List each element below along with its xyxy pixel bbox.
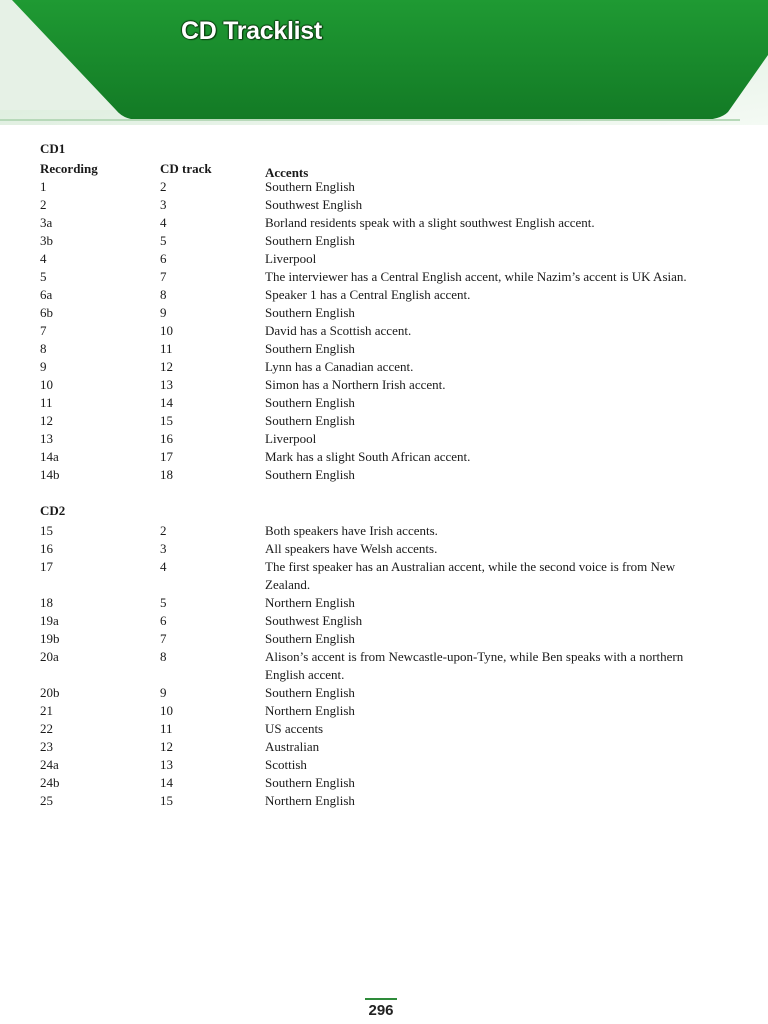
table-row: [40, 412, 740, 430]
accent-cell: The first speaker has an Australian accent, while the second voice is from New Zealand.: [265, 559, 676, 592]
accent-cell: All speakers have Welsh accents.: [265, 541, 438, 556]
accent-cell: Northern English: [265, 595, 355, 610]
track-cell: 11: [160, 721, 173, 736]
recording-cell: 12: [40, 413, 53, 428]
track-cell: 13: [160, 377, 173, 392]
accent-cell: Southwest English: [265, 197, 363, 212]
banner-graphic: [0, 0, 768, 135]
recording-cell: 20a: [40, 649, 59, 664]
recording-cell: 4: [40, 251, 47, 266]
accent-cell: Scottish: [265, 757, 307, 772]
track-cell: 12: [160, 739, 173, 754]
cd1-rows: [40, 178, 740, 484]
table-row: [40, 376, 740, 394]
table-row: [40, 178, 740, 196]
recording-cell: 7: [40, 323, 47, 338]
cd1-label: CD1: [40, 141, 66, 156]
track-cell: 9: [160, 305, 167, 320]
track-cell: 18: [160, 467, 173, 482]
recording-cell: 5: [40, 269, 47, 284]
table-row: [40, 594, 740, 612]
accent-cell: Southern English: [265, 775, 355, 790]
accent-cell: Liverpool: [265, 431, 317, 446]
table-row: [40, 466, 740, 484]
accent-cell: Southwest English: [265, 613, 363, 628]
cd2-label: CD2: [40, 503, 66, 518]
recording-cell: 24a: [40, 757, 59, 772]
track-cell: 15: [160, 413, 173, 428]
recording-cell: 9: [40, 359, 47, 374]
table-row: [40, 340, 740, 358]
table-row: [40, 430, 740, 448]
table-row: [40, 702, 740, 720]
table-row: [40, 448, 740, 466]
table-row: [40, 304, 740, 322]
table-row: [40, 522, 740, 540]
track-cell: 17: [160, 449, 173, 464]
accent-cell: Australian: [265, 739, 320, 754]
recording-cell: 20b: [40, 685, 60, 700]
track-cell: 10: [160, 703, 173, 718]
table-row: [40, 358, 740, 376]
recording-cell: 10: [40, 377, 53, 392]
recording-cell: 11: [40, 395, 53, 410]
track-cell: 16: [160, 431, 173, 446]
table-row: [40, 630, 740, 648]
accent-cell: Southern English: [265, 685, 355, 700]
header-accents: Accents: [265, 165, 309, 180]
track-cell: 14: [160, 395, 173, 410]
track-cell: 13: [160, 757, 173, 772]
table-row: [40, 394, 740, 412]
recording-cell: 6a: [40, 287, 53, 302]
table-row: [40, 558, 740, 594]
table-row: [40, 540, 740, 558]
accent-cell: Borland residents speak with a slight southwest English accent.: [265, 215, 595, 230]
recording-cell: 1: [40, 179, 47, 194]
track-cell: 15: [160, 793, 173, 808]
cd2-section: [40, 502, 740, 810]
table-row: [40, 268, 740, 286]
recording-cell: 16: [40, 541, 53, 556]
track-cell: 2: [160, 523, 167, 538]
table-row: [40, 612, 740, 630]
track-cell: 3: [160, 197, 167, 212]
recording-cell: 24b: [40, 775, 60, 790]
table-row: [40, 196, 740, 214]
table-row: [40, 792, 740, 810]
accent-cell: Southern English: [265, 631, 355, 646]
recording-cell: 6b: [40, 305, 53, 320]
tracklist-header: [40, 160, 740, 178]
recording-cell: 23: [40, 739, 53, 754]
table-row: [40, 286, 740, 304]
table-row: [40, 684, 740, 702]
track-cell: 4: [160, 559, 167, 574]
accent-cell: Speaker 1 has a Central English accent.: [265, 287, 471, 302]
accent-cell: Southern English: [265, 395, 355, 410]
track-cell: 12: [160, 359, 173, 374]
recording-cell: 19b: [40, 631, 60, 646]
track-cell: 5: [160, 233, 167, 248]
recording-cell: 14a: [40, 449, 59, 464]
accent-cell: Southern English: [265, 305, 355, 320]
accent-cell: Lynn has a Canadian accent.: [265, 359, 414, 374]
recording-cell: 2: [40, 197, 47, 212]
accent-cell: Southern English: [265, 413, 355, 428]
accent-cell: Mark has a slight South African accent.: [265, 449, 471, 464]
header-cd-track: CD track: [160, 161, 212, 176]
table-row: [40, 232, 740, 250]
recording-cell: 19a: [40, 613, 59, 628]
accent-cell: Liverpool: [265, 251, 317, 266]
table-row: [40, 322, 740, 340]
accent-cell: Simon has a Northern Irish accent.: [265, 377, 446, 392]
recording-cell: 22: [40, 721, 53, 736]
recording-cell: 8: [40, 341, 47, 356]
recording-cell: 13: [40, 431, 53, 446]
accent-cell: The interviewer has a Central English accent, while Nazim’s accent is UK Asian.: [265, 269, 687, 284]
recording-cell: 14b: [40, 467, 60, 482]
accent-cell: Alison’s accent is from Newcastle-upon-Tyne, while Ben speaks with a northern English accent.: [265, 649, 684, 682]
track-cell: 7: [160, 631, 167, 646]
recording-cell: 17: [40, 559, 53, 574]
track-cell: 8: [160, 287, 167, 302]
recording-cell: 15: [40, 523, 53, 538]
accent-cell: US accents: [265, 721, 324, 736]
table-row: [40, 648, 740, 684]
table-row: [40, 738, 740, 756]
accent-cell: Southern English: [265, 341, 355, 356]
accent-cell: Northern English: [265, 703, 355, 718]
header-banner: [0, 0, 768, 135]
header-recording: Recording: [40, 161, 98, 176]
track-cell: 7: [160, 269, 167, 284]
track-cell: 5: [160, 595, 167, 610]
recording-cell: 3b: [40, 233, 53, 248]
accent-cell: Southern English: [265, 467, 355, 482]
page-footer: [365, 998, 397, 1019]
accent-cell: Both speakers have Irish accents.: [265, 523, 438, 538]
accent-cell: Southern English: [265, 233, 355, 248]
track-cell: 6: [160, 251, 167, 266]
track-cell: 4: [160, 215, 167, 230]
track-cell: 10: [160, 323, 173, 338]
track-cell: 11: [160, 341, 173, 356]
track-cell: 6: [160, 613, 167, 628]
accent-cell: David has a Scottish accent.: [265, 323, 412, 338]
recording-cell: 25: [40, 793, 53, 808]
recording-cell: 18: [40, 595, 53, 610]
table-row: [40, 250, 740, 268]
track-cell: 14: [160, 775, 173, 790]
recording-cell: 21: [40, 703, 53, 718]
page-title: CD Tracklist: [181, 17, 322, 45]
table-row: [40, 214, 740, 232]
accent-cell: Southern English: [265, 179, 355, 194]
track-cell: 8: [160, 649, 167, 664]
table-row: [40, 756, 740, 774]
page-number-rule: [365, 998, 397, 1000]
track-cell: 2: [160, 179, 167, 194]
track-cell: 3: [160, 541, 167, 556]
recording-cell: 3a: [40, 215, 53, 230]
table-row: [40, 720, 740, 738]
cd1-section: [40, 140, 740, 484]
page-number: 296: [368, 1002, 394, 1019]
cd2-rows: [40, 522, 740, 810]
table-row: [40, 774, 740, 792]
accent-cell: Northern English: [265, 793, 355, 808]
track-cell: 9: [160, 685, 167, 700]
